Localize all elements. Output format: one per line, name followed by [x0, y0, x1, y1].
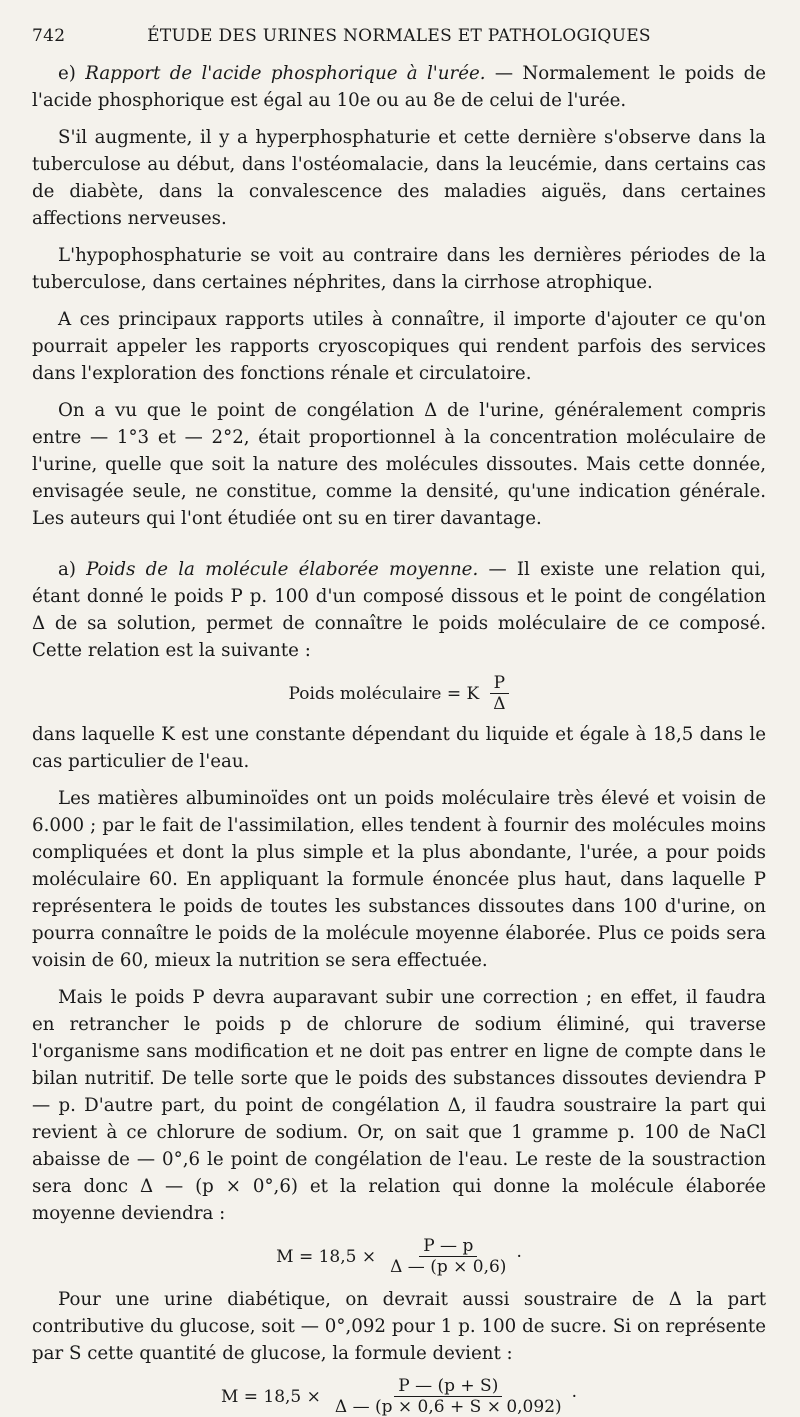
- formula3-fraction: [331, 1377, 566, 1416]
- formula1-denominator: Δ: [493, 694, 506, 714]
- paragraph-hyperphosphaturie: S'il augmente, il y a hyperphosphaturie et cette dernière s'observe dans la tuberculose au début, dans l'ostéomalacie, dans la leucémie, dans certains cas de diabète, dans la convalescence des maladies aiguës, dans certaines affections nerveuses.: [32, 127, 766, 229]
- formula2-denominator: Δ — (p × 0,6): [390, 1257, 507, 1277]
- formula3-tail: ·: [571, 1386, 578, 1407]
- paragraph-dans-laquelle: dans laquelle K est une constante dépendant du liquide et égale à 18,5 dans le cas particulier de l'eau.: [32, 724, 766, 772]
- section-a-title: Poids de la molécule élaborée moyenne.: [86, 559, 479, 580]
- formula-diabetique: [32, 1377, 766, 1416]
- paragraph-hypophosphaturie: L'hypophosphaturie se voit au contraire dans les dernières périodes de la tuberculose, dans certaines néphrites, dans la cirrhose atrophique.: [32, 245, 766, 293]
- formula-molecule-moyenne: [32, 1237, 766, 1276]
- formula2-fraction: [386, 1237, 510, 1276]
- formula2-tail: ·: [516, 1246, 522, 1267]
- section-e-title: Rapport de l'acide phosphorique à l'urée.: [85, 63, 486, 84]
- section-e-paragraph: [32, 60, 766, 114]
- paragraph-correction: Mais le poids P devra auparavant subir une correction ; en effet, il faudra en retrancher le poids p de chlorure de sodium éliminé, qui traverse l'organisme sans modification et ne doit pas entrer en ligne de compte dans le bilan nutritif. De telle sorte que le poids des substances dissoutes deviendra P — p. D'autre part, du point de congélation Δ, il faudra soustraire la part qui revient à ce chlorure de sodium. Or, on sait que 1 gramme p. 100 de NaCl abaisse de — 0°,6 le point de congélation de l'eau. Le reste de la soustraction sera donc Δ — (p × 0°,6) et la relation qui donne la molécule élaborée moyenne deviendra :: [32, 987, 766, 1224]
- formula3-lhs: M = 18,5 ×: [220, 1386, 321, 1407]
- formula3-numerator: P — (p + S): [394, 1377, 502, 1397]
- section-e-text: — Normalement le poids de l'acide phosphorique est égal au 10e ou au 8e de celui de l'urée.: [32, 63, 766, 111]
- formula2-numerator: P — p: [419, 1237, 477, 1257]
- paragraph-rapports-cryoscopiques: A ces principaux rapports utiles à connaître, il importe d'ajouter ce qu'on pourrait appeler les rapports cryoscopiques qui rendent parfois des services dans l'exploration des fonctions rénale et circulatoire.: [32, 309, 766, 384]
- running-header: [32, 26, 766, 46]
- paragraph-point-congelation: On a vu que le point de congélation Δ de l'urine, généralement compris entre — 1°3 et — 2°2, était proportionnel à la concentration moléculaire de l'urine, quelle que soit la nature des molécules dissoutes. Mais cette donnée, envisagée seule, ne constitue, comme la densité, qu'une indication générale. Les auteurs qui l'ont étudiée ont su en tirer davantage.: [32, 400, 766, 529]
- paragraph-urine-diabetique: Pour une urine diabétique, on devrait aussi soustraire de Δ la part contributive du glucose, soit — 0°,092 pour 1 p. 100 de sucre. Si on représente par S cette quantité de glucose, la formule devient :: [32, 1289, 766, 1364]
- section-a-paragraph: [32, 556, 766, 664]
- formula1-fraction: [489, 674, 509, 713]
- formula1-numerator: P: [490, 674, 509, 694]
- running-title: ÉTUDE DES URINES NORMALES ET PATHOLOGIQUES: [147, 26, 651, 46]
- formula1-lhs: Poids moléculaire = K: [288, 683, 480, 704]
- section-a-text: — Il existe une relation qui, étant donné le poids P p. 100 d'un composé dissous et le point de congélation Δ de sa solution, permet de connaître le poids moléculaire de ce composé. Cette relation est la suivante :: [32, 559, 766, 661]
- formula-poids-moleculaire: [32, 674, 766, 713]
- page-number: 742: [32, 26, 66, 46]
- formula3-denominator: Δ — (p × 0,6 + S × 0,092): [334, 1397, 562, 1417]
- formula2-lhs: M = 18,5 ×: [276, 1246, 377, 1267]
- section-e-label: e): [58, 63, 86, 84]
- section-a-label: a): [58, 559, 87, 580]
- paragraph-albuminoides: Les matières albuminoïdes ont un poids moléculaire très élevé et voisin de 6.000 ; par le fait de l'assimilation, elles tendent à fournir des molécules moins compliquées et dont la plus simple et la plus abondante, l'urée, a pour poids moléculaire 60. En appliquant la formule énoncée plus haut, dans laquelle P représentera le poids de toutes les substances dissoutes dans 100 d'urine, on pourra connaître le poids de la molécule moyenne élaborée. Plus ce poids sera voisin de 60, mieux la nutrition se sera effectuée.: [32, 788, 766, 971]
